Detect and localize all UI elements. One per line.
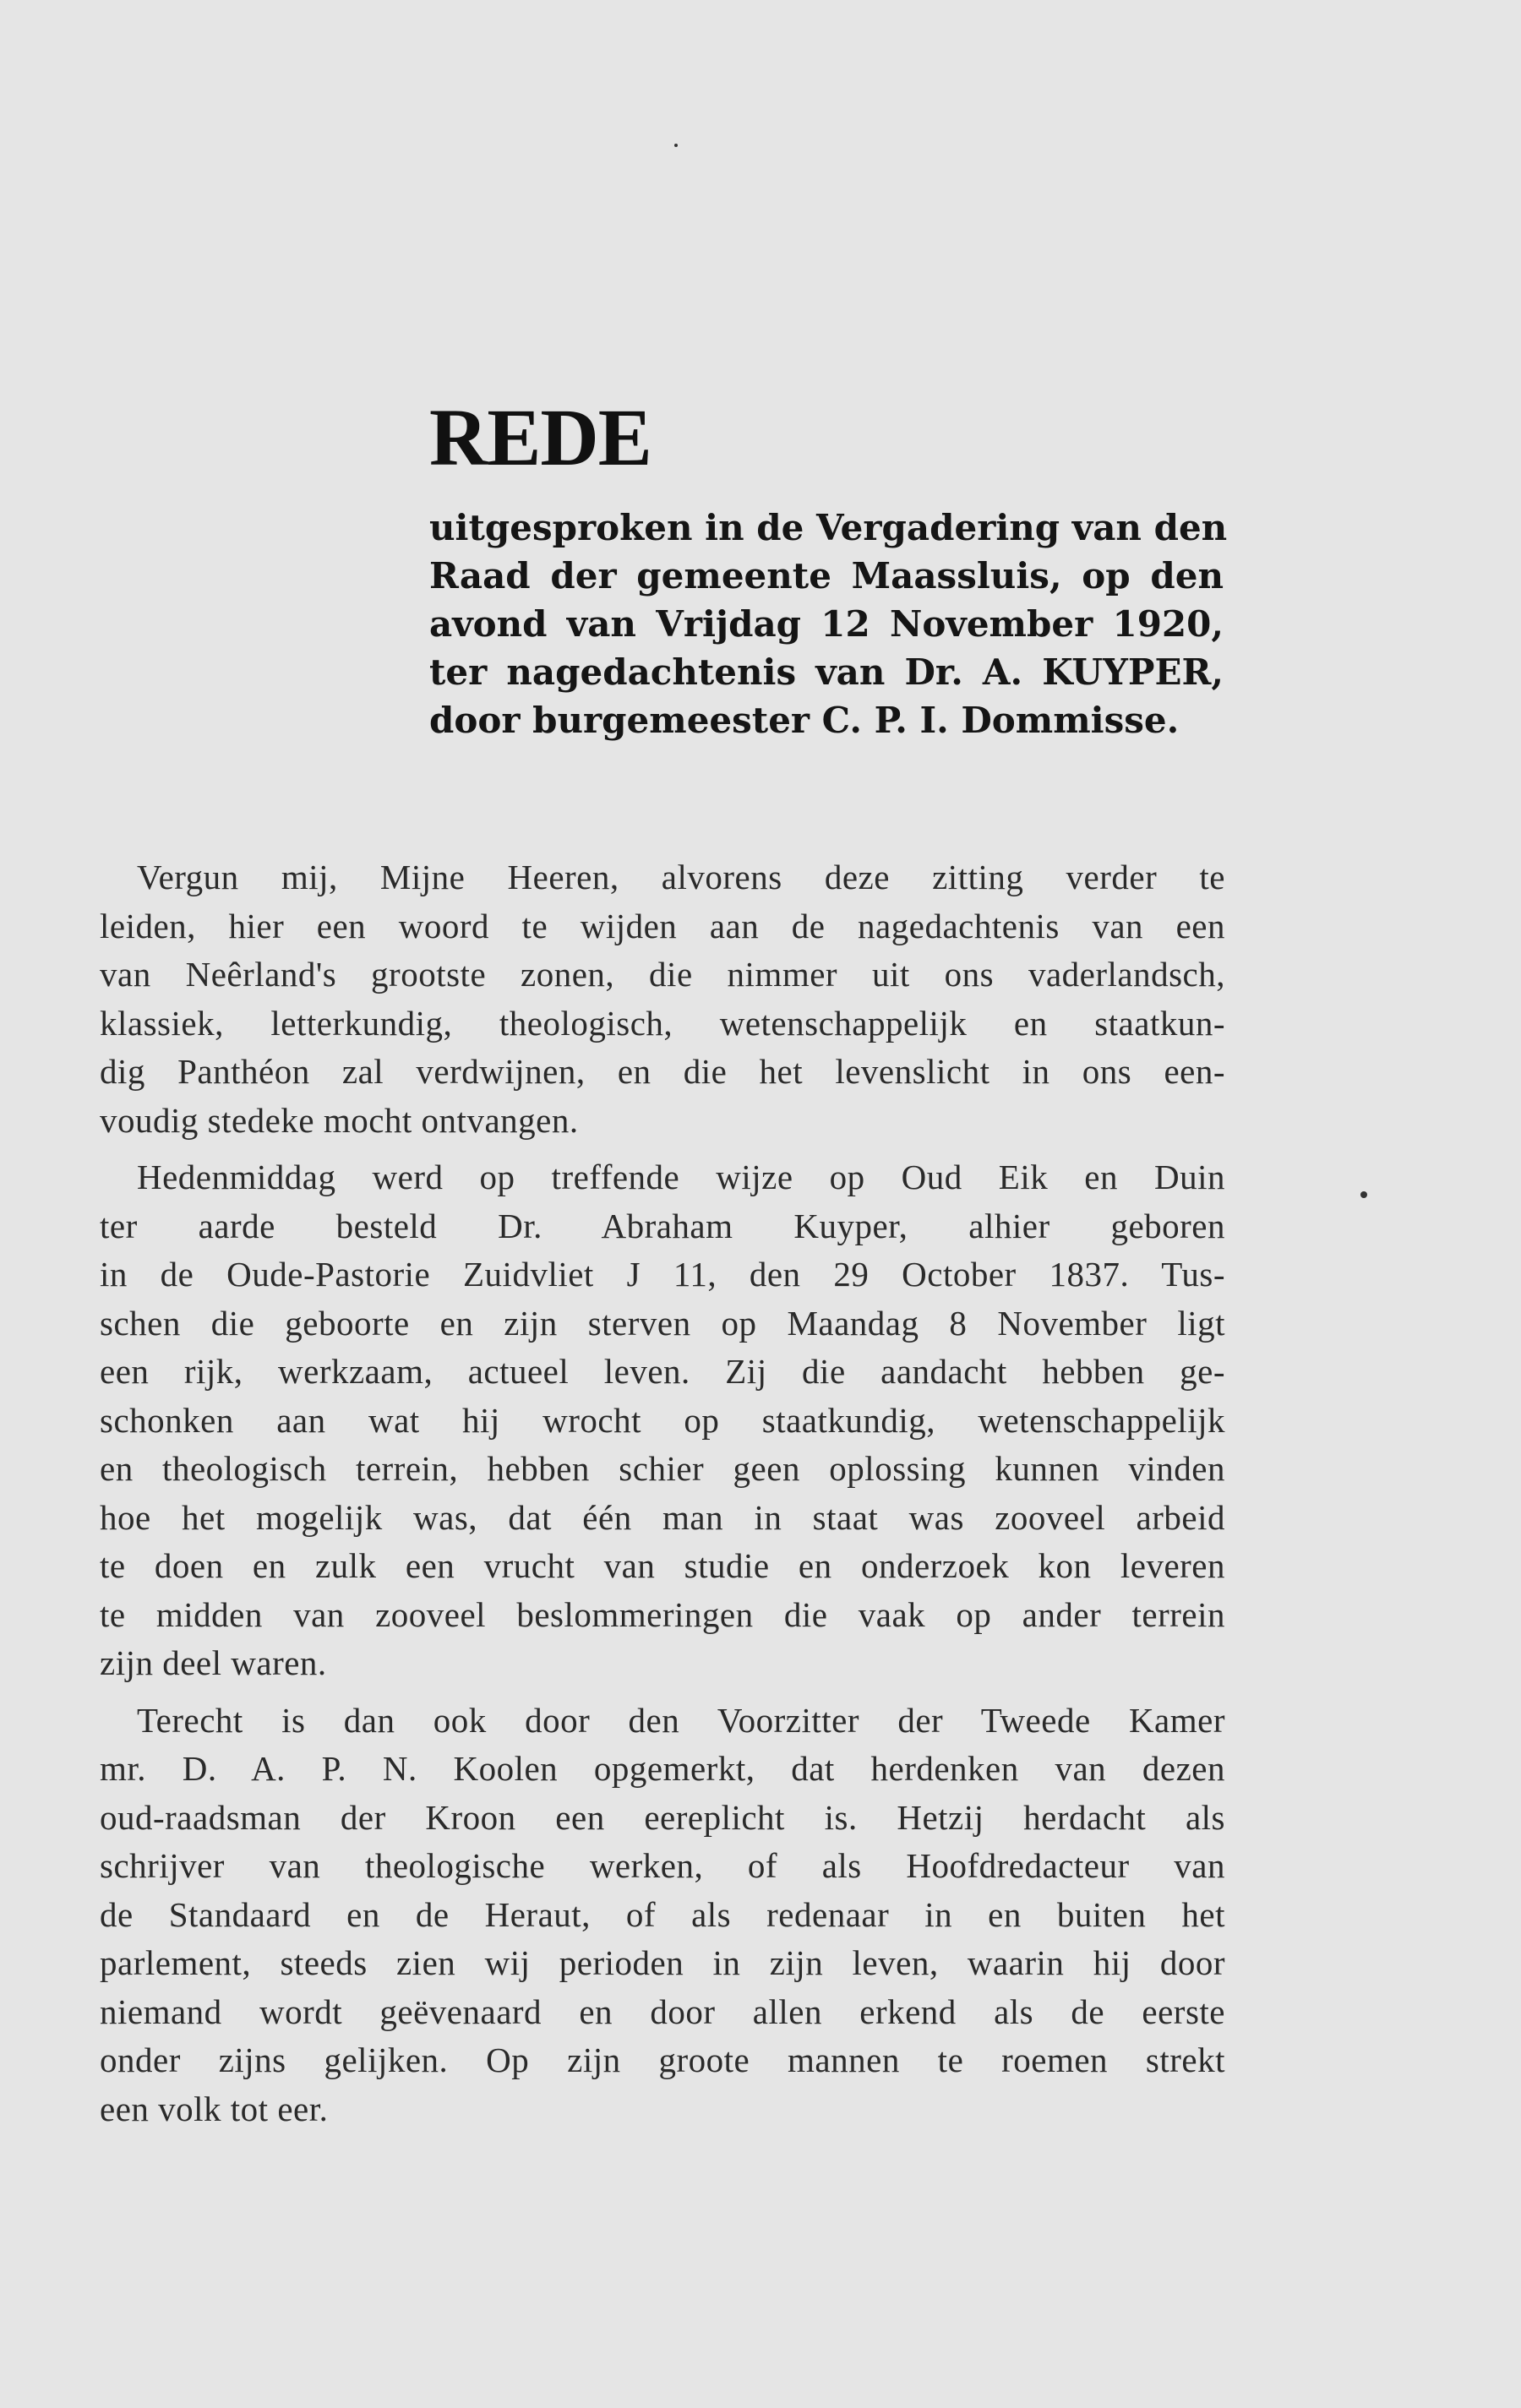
document-title: REDE <box>429 392 651 482</box>
speech-body <box>100 853 1225 2142</box>
heading-line: door burgemeester C. P. I. Dommisse. <box>429 700 1180 741</box>
text-line: Vergun mij, Mijne Heeren, alvorens deze zitting verder te <box>137 858 1225 896</box>
text-line: een volk tot eer. <box>100 2089 329 2128</box>
text-line: ter aarde besteld Dr. Abraham Kuyper, alhier geboren <box>100 1206 1225 1245</box>
text-line: te midden van zooveel beslommeringen die vaak op ander terrein <box>100 1594 1225 1634</box>
text-line: een rijk, werkzaam, actueel leven. Zij die aandacht hebben ge- <box>100 1352 1225 1391</box>
text-line: hoe het mogelijk was, dat één man in staat was zooveel arbeid <box>100 1497 1225 1537</box>
text-line: de Standaard en de Heraut, of als redenaar in en buiten het <box>100 1894 1225 1934</box>
text-line: schen die geboorte en zijn sterven op Maandag 8 November ligt <box>100 1303 1225 1343</box>
text-line: schonken aan wat hij wrocht op staatkundig, wetenschappelijk <box>100 1400 1225 1440</box>
text-line: leiden, hier een woord te wijden aan de nagedachtenis van een <box>100 906 1225 945</box>
text-line: mr. D. A. P. N. Koolen opgemerkt, dat herdenken van dezen <box>100 1749 1225 1788</box>
text-line: te doen en zulk een vrucht van studie en onderzoek kon leveren <box>100 1546 1225 1585</box>
ink-speck <box>674 144 678 147</box>
text-line: oud-raadsman der Kroon een eereplicht is. Hetzij herdacht als <box>100 1797 1225 1837</box>
text-line: en theologisch terrein, hebben schier geen oplossing kunnen vinden <box>100 1449 1225 1488</box>
text-line: voudig stedeke mocht ontvangen. <box>100 1100 579 1140</box>
paragraph-2 <box>100 1153 1225 1688</box>
text-line: niemand wordt geëvenaard en door allen erkend als de eerste <box>100 1991 1225 2031</box>
heading-line: ter nagedachtenis van Dr. A. KUYPER, <box>429 651 1224 693</box>
ink-speck <box>1360 1191 1367 1198</box>
text-line: van Neêrland's grootste zonen, die nimmer uit ons vaderlandsch, <box>100 955 1225 994</box>
text-line: onder zijns gelijken. Op zijn groote mannen te roemen strekt <box>100 2040 1225 2079</box>
heading-line: avond van Vrijdag 12 November 1920, <box>429 603 1224 645</box>
text-line: parlement, steeds zien wij perioden in zijn leven, waarin hij door <box>100 1943 1225 1982</box>
heading-line: uitgesproken in de Vergadering van den <box>429 507 1228 548</box>
paragraph-1 <box>100 853 1225 1145</box>
text-line: dig Panthéon zal verdwijnen, en die het levenslicht in ons een- <box>100 1052 1225 1091</box>
text-line: zijn deel waren. <box>100 1643 327 1682</box>
paragraph-3 <box>100 1697 1225 2134</box>
text-line: schrijver van theologische werken, of als Hoofdredacteur van <box>100 1846 1225 1885</box>
title-block <box>429 392 1228 744</box>
heading-line: Raad der gemeente Maassluis, op den <box>429 555 1224 597</box>
text-line: Terecht is dan ook door den Voorzitter der Tweede Kamer <box>137 1700 1225 1740</box>
text-line: Hedenmiddag werd op treffende wijze op Oud Eik en Duin <box>137 1158 1225 1196</box>
text-line: in de Oude-Pastorie Zuidvliet J 11, den 29 October 1837. Tus- <box>100 1255 1225 1294</box>
text-line: klassiek, letterkundig, theologisch, wetenschappelijk en staatkun- <box>100 1003 1225 1043</box>
